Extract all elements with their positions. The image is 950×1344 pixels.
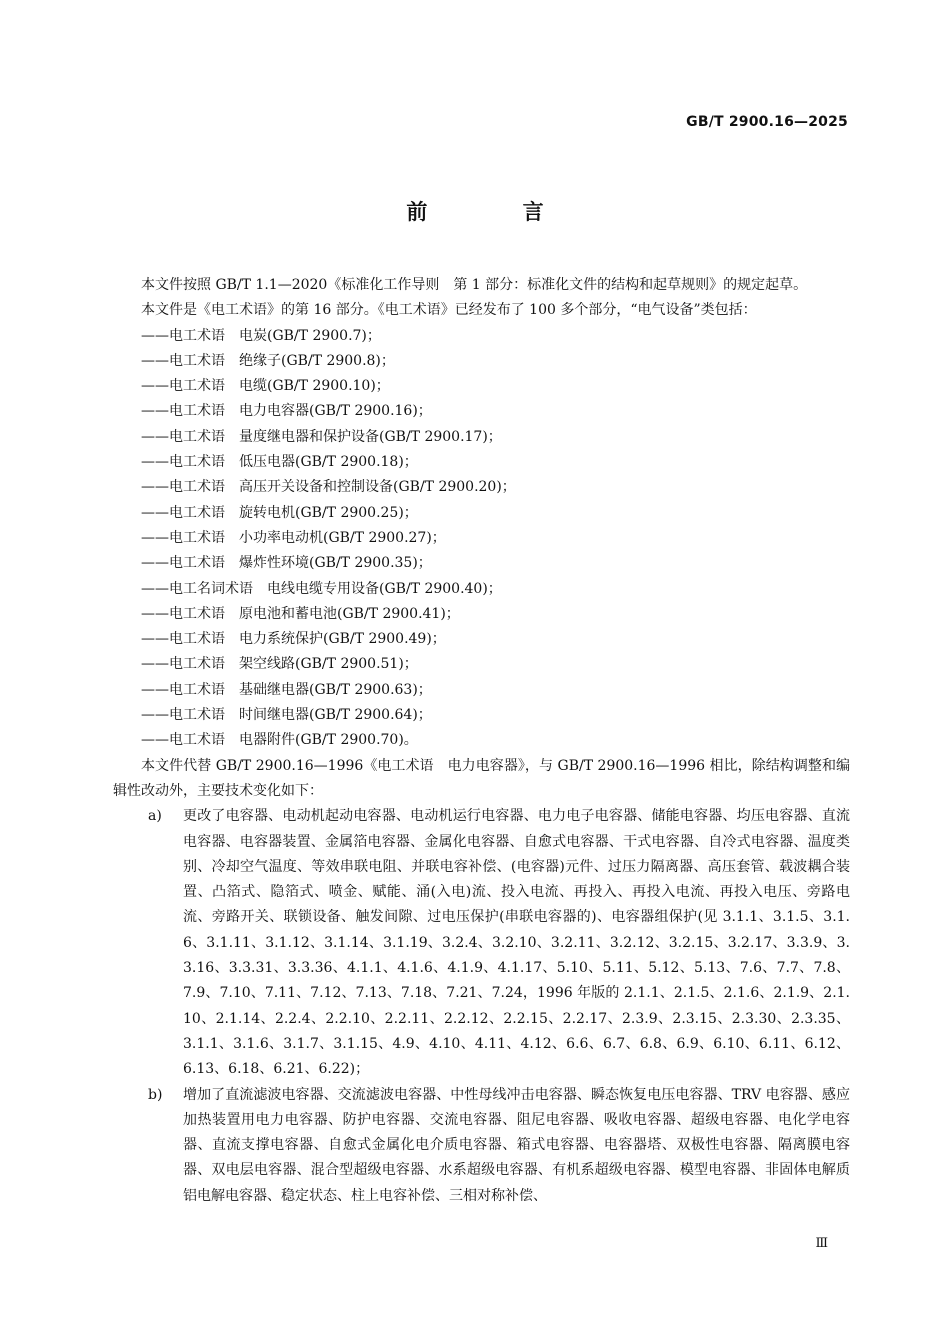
- list-item: ——电工术语 低压电器(GB/T 2900.18)；: [141, 454, 418, 471]
- list-item: ——电工术语 电炭(GB/T 2900.7)；: [141, 327, 381, 344]
- change-text: 更改了电容器、电动机起动电容器、电动机运行电容器、电力电子电容器、储能电容器、均压电容器、直流电容器、电容器装置、金属箔电容器、金属化电容器、自愈式电容器、干式电容器、自冷式电容器、温度类别、冷却空气温度、等效串联电阻、并联电容补偿、(电容器)元件、过压力隔离器、高压套管、载波耦合装置、凸箔式、隐箔式、喷金、赋能、涌(入电)流、投入电流、再投入、再投入电流、再投入电压、旁路电流、旁路开关、联锁设备、触发间隙、过电压保护(串联电容器的)、电容器组保护(见 3.1.1、3.1.5、3.1.6、3.1.11、3.1.12、3.1.14、3.1.19、3.2.4、3.2.10、3.2.11、3.2.12、3.2.15、3.2.17、3.3.9、3.3.16、3.3.31、3.3.36、4.1.1、4.1.6、4.1.9、4.1.17、5.10、5.11、5.12、5.13、7.6、7.7、7.8、7.9、7.10、7.11、7.12、7.13、7.18、7.21、7.24，1996 年版的 2.1.1、2.1.5、2.1.6、2.1.9、2.1.10、2.1.14、2.2.4、2.2.10、2.2.11、2.2.12、2.2.15、2.2.17、2.3.9、2.3.15、2.3.30、2.3.35、3.1.1、3.1.6、3.1.7、3.1.15、4.9、4.10、4.11、4.12、6.6、6.7、6.8、6.9、6.10、6.11、6.12、6.13、6.18、6.21、6.22)；: [183, 808, 850, 1078]
- list-marker: b): [148, 1086, 163, 1103]
- list-item: ——电工术语 旋转电机(GB/T 2900.25)；: [141, 504, 418, 521]
- page-number: Ⅲ: [815, 1236, 828, 1251]
- standard-code: GB/T 2900.16—2025: [686, 114, 848, 130]
- replacement-paragraph: 本文件代替 GB/T 2900.16—1996《电工术语 电力电容器》，与 GB/T 2900.16—1996 相比，除结构调整和编辑性改动外，主要技术变化如下：: [113, 757, 850, 799]
- list-item: ——电工术语 爆炸性环境(GB/T 2900.35)；: [141, 555, 432, 572]
- list-item: ——电工术语 绝缘子(GB/T 2900.8)；: [141, 352, 395, 369]
- list-item: ——电工名词术语 电线电缆专用设备(GB/T 2900.40)；: [141, 580, 502, 597]
- list-item: ——电工术语 电缆(GB/T 2900.10)；: [141, 378, 390, 395]
- list-item: ——电工术语 原电池和蓄电池(GB/T 2900.41)；: [141, 605, 460, 622]
- change-item-b: [113, 1083, 850, 1209]
- list-item: ——电工术语 高压开关设备和控制设备(GB/T 2900.20)；: [141, 479, 516, 496]
- list-item: ——电工术语 电器附件(GB/T 2900.70)。: [141, 732, 418, 749]
- intro-paragraph-series: 本文件是《电工术语》的第 16 部分。《电工术语》已经发布了 100 多个部分，“电气设备”类包括：: [141, 302, 757, 319]
- change-item-a: [113, 804, 850, 1082]
- list-item: ——电工术语 基础继电器(GB/T 2900.63)；: [141, 681, 432, 698]
- list-item: ——电工术语 电力电容器(GB/T 2900.16)；: [141, 403, 432, 420]
- foreword-body: [113, 273, 850, 1209]
- list-item: ——电工术语 量度继电器和保护设备(GB/T 2900.17)；: [141, 428, 502, 445]
- parts-list: [113, 324, 850, 754]
- changes-list: [113, 804, 850, 1209]
- list-item: ——电工术语 时间继电器(GB/T 2900.64)；: [141, 707, 432, 724]
- change-text: 增加了直流滤波电容器、交流滤波电容器、中性母线冲击电容器、瞬态恢复电压电容器、TRV 电容器、感应加热装置用电力电容器、防护电容器、交流电容器、阻尼电容器、吸收电容器、超级电容器、电化学电容器、直流支撑电容器、自愈式金属化电介质电容器、箱式电容器、电容器塔、双极性电容器、隔离膜电容器、双电层电容器、混合型超级电容器、水系超级电容器、有机系超级电容器、模型电容器、非固体电解质铝电解电容器、稳定状态、柱上电容补偿、三相对称补偿、: [183, 1086, 850, 1204]
- list-marker: a): [148, 808, 162, 825]
- page-title: 前 言: [406, 200, 588, 224]
- list-item: ——电工术语 电力系统保护(GB/T 2900.49)；: [141, 631, 446, 648]
- list-item: ——电工术语 架空线路(GB/T 2900.51)；: [141, 656, 418, 673]
- intro-paragraph-drafting: 本文件按照 GB/T 1.1—2020《标准化工作导则 第 1 部分：标准化文件的结构和起草规则》的规定起草。: [141, 277, 808, 293]
- list-item: ——电工术语 小功率电动机(GB/T 2900.27)；: [141, 529, 446, 546]
